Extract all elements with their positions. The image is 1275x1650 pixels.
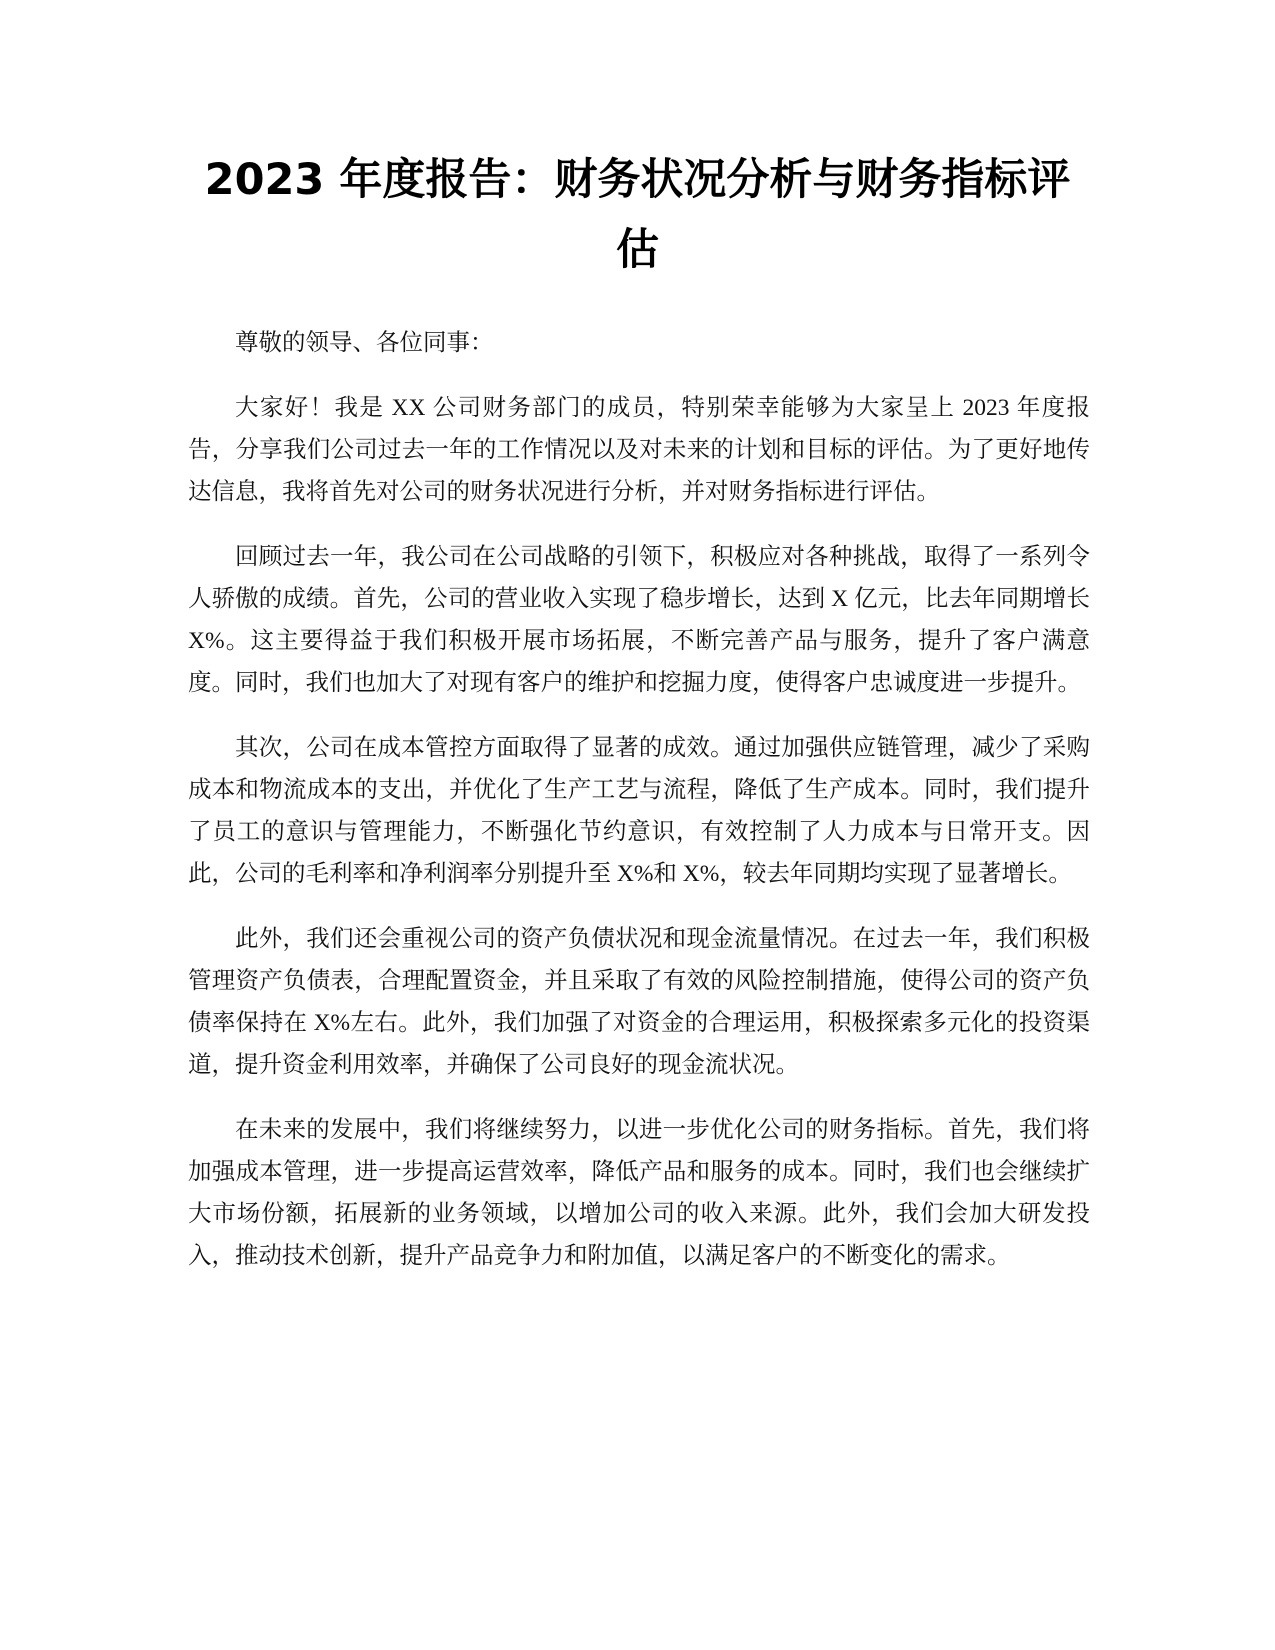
- paragraph-cost-control: 其次，公司在成本管控方面取得了显著的成效。通过加强供应链管理，减少了采购成本和物流成本的支出，并优化了生产工艺与流程，降低了生产成本。同时，我们提升了员工的意识与管理能力，不断强化节约意识，有效控制了人力成本与日常开支。因此，公司的毛利率和净利润率分别提升至 X%和 X%，较去年同期均实现了显著增长。: [188, 735, 1090, 887]
- document-title: 2023 年度报告：财务状况分析与财务指标评估: [204, 155, 1071, 275]
- salutation: 尊敬的领导、各位同事：: [235, 330, 494, 356]
- paragraph-future-plans: 在未来的发展中，我们将继续努力，以进一步优化公司的财务指标。首先，我们将加强成本管理，进一步提高运营效率，降低产品和服务的成本。同时，我们也会继续扩大市场份额，拓展新的业务领域，以增加公司的收入来源。此外，我们会加大研发投入，推动技术创新，提升产品竞争力和附加值，以满足客户的不断变化的需求。: [188, 1117, 1090, 1269]
- paragraph-revenue: 回顾过去一年，我公司在公司战略的引领下，积极应对各种挑战，取得了一系列令人骄傲的成绩。首先，公司的营业收入实现了稳步增长，达到 X 亿元，比去年同期增长 X%。这主要得益于我们积极开展市场拓展，不断完善产品与服务，提升了客户满意度。同时，我们也加大了对现有客户的维护和挖掘力度，使得客户忠诚度进一步提升。: [188, 544, 1090, 696]
- document-body: [188, 322, 1090, 1300]
- paragraph-assets-cashflow: 此外，我们还会重视公司的资产负债状况和现金流量情况。在过去一年，我们积极管理资产负债表，合理配置资金，并且采取了有效的风险控制措施，使得公司的资产负债率保持在 X%左右。此外，我们加强了对资金的合理运用，积极探索多元化的投资渠道，提升资金利用效率，并确保了公司良好的现金流状况。: [188, 926, 1090, 1078]
- paragraph-intro: 大家好！我是 XX 公司财务部门的成员，特别荣幸能够为大家呈上 2023 年度报告，分享我们公司过去一年的工作情况以及对未来的计划和目标的评估。为了更好地传达信息，我将首先对公司的财务状况进行分析，并对财务指标进行评估。: [188, 395, 1090, 505]
